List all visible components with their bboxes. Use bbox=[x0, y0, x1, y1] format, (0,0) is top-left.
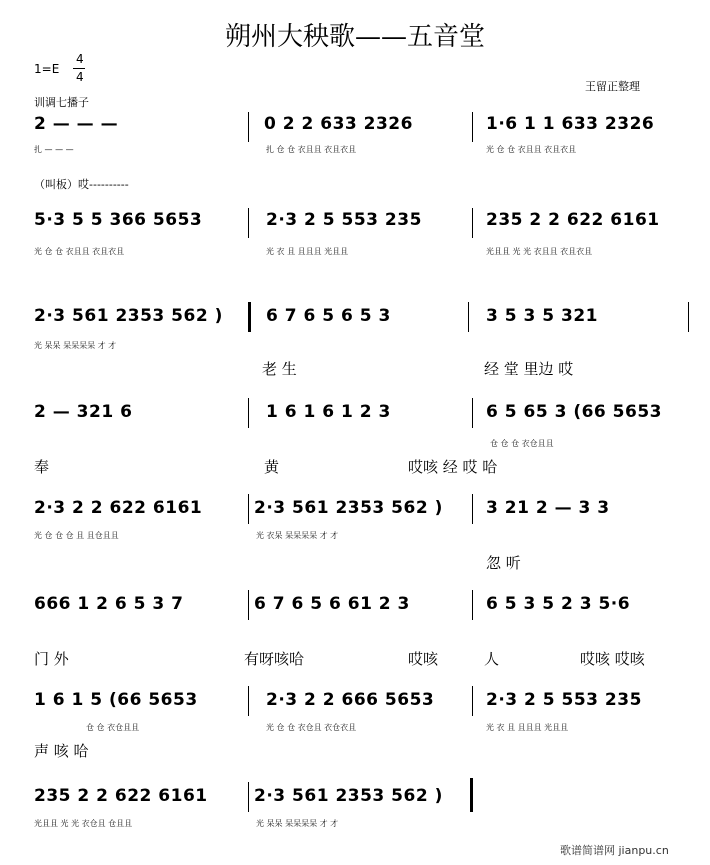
key-signature: 1=E bbox=[34, 62, 60, 76]
lyrics: 老 生 bbox=[262, 360, 297, 378]
watermark: 歌谱简谱网 jianpu.cn bbox=[560, 844, 669, 857]
measure-percussion: 光且且 光 光 衣仓且 仓且且 bbox=[34, 819, 133, 828]
lyrics: 门 外 bbox=[34, 650, 69, 668]
lyrics: 忽 听 bbox=[486, 554, 521, 572]
lyrics: 哎咳 经 哎 哈 bbox=[408, 458, 498, 476]
measure-notes: 2·3 561 2353 562 ) bbox=[254, 786, 443, 806]
lyrics: 哎咳 bbox=[408, 650, 439, 668]
measure-percussion: 光 仓 仓 仓 且 且仓且且 bbox=[34, 531, 119, 540]
time-signature-top: 4 bbox=[76, 52, 84, 66]
measure-notes: 6 7 6 5 6 61 2 3 bbox=[254, 594, 410, 614]
measure-3-percussion: 光 仓 仓 衣且且 衣且衣且 bbox=[486, 145, 577, 154]
measure-notes: 2·3 2 2 666 5653 bbox=[266, 690, 435, 710]
barline bbox=[248, 782, 249, 812]
page-title: 朔州大秧歌——五音堂 bbox=[224, 22, 485, 52]
measure-percussion: 光 衣 且 且且且 光且且 bbox=[486, 723, 569, 732]
lyrics: 人 bbox=[484, 650, 500, 668]
measure-notes: 5·3 5 5 366 5653 bbox=[34, 210, 203, 230]
measure-percussion: 光 呆呆 呆呆呆呆 才 才 bbox=[256, 819, 339, 828]
measure-notes: 6 5 65 3 (66 5653 bbox=[486, 402, 662, 422]
barline bbox=[472, 112, 473, 142]
lyrics: 经 堂 里边 哎 bbox=[484, 360, 574, 378]
barline bbox=[472, 686, 473, 716]
measure-notes: 6 5 3 5 2 3 5·6 bbox=[486, 594, 631, 614]
measure-notes: 1 6 1 5 (66 5653 bbox=[34, 690, 198, 710]
barline bbox=[468, 302, 469, 332]
barline bbox=[248, 590, 249, 620]
lyrics: 哎咳 哎咳 bbox=[580, 650, 645, 668]
measure-2-percussion: 扎 仓 仓 衣且且 衣且衣且 bbox=[266, 145, 357, 154]
measure-percussion: 仓 仓 衣仓且且 bbox=[86, 723, 140, 732]
measure-percussion: 光且且 光 光 衣且且 衣且衣且 bbox=[486, 247, 593, 256]
percussion-note: （叫板）哎---------- bbox=[34, 178, 129, 191]
measure-notes: 6 7 6 5 6 5 3 bbox=[266, 306, 391, 326]
measure-percussion: 光 仓 仓 衣且且 衣且衣且 bbox=[34, 247, 125, 256]
barline bbox=[472, 590, 473, 620]
measure-notes: 3 21 2 — 3 3 bbox=[486, 498, 610, 518]
measure-notes: 666 1 2 6 5 3 7 bbox=[34, 594, 184, 614]
barline bbox=[472, 208, 473, 238]
measure-notes: 235 2 2 622 6161 bbox=[486, 210, 660, 230]
barline bbox=[248, 112, 249, 142]
barline bbox=[472, 494, 473, 524]
arranger: 王留正整理 bbox=[585, 80, 640, 93]
measure-notes: 2·3 561 2353 562 ) bbox=[254, 498, 443, 518]
time-signature-line bbox=[73, 68, 85, 69]
measure-percussion: 光 仓 仓 衣仓且 衣仓衣且 bbox=[266, 723, 357, 732]
measure-percussion: 光 衣呆 呆呆呆呆 才 才 bbox=[256, 531, 339, 540]
repeat-end-barline bbox=[470, 778, 473, 812]
barline bbox=[248, 494, 249, 524]
measure-notes: 2·3 2 5 553 235 bbox=[266, 210, 422, 230]
repeat-start-barline bbox=[248, 302, 251, 332]
measure-notes: 2·3 2 5 553 235 bbox=[486, 690, 642, 710]
measure-2-notes: 0 2 2 633 2326 bbox=[264, 114, 413, 134]
measure-percussion: 光 呆呆 呆呆呆呆 才 才 bbox=[34, 341, 117, 350]
lyrics: 有呀咳哈 bbox=[244, 650, 305, 668]
measure-3-notes: 1·6 1 1 633 2326 bbox=[486, 114, 655, 134]
lyrics: 声 咳 哈 bbox=[34, 742, 89, 760]
tune-name: 训调七播子 bbox=[34, 96, 89, 109]
barline bbox=[248, 686, 249, 716]
measure-notes: 3 5 3 5 321 bbox=[486, 306, 598, 326]
time-signature-bottom: 4 bbox=[76, 70, 84, 84]
measure-notes: 2·3 2 2 622 6161 bbox=[34, 498, 203, 518]
measure-1-percussion: 扎 — — — bbox=[34, 145, 74, 154]
measure-percussion: 光 衣 且 且且且 光且且 bbox=[266, 247, 349, 256]
barline bbox=[472, 398, 473, 428]
measure-notes: 1 6 1 6 1 2 3 bbox=[266, 402, 391, 422]
barline bbox=[248, 398, 249, 428]
lyrics: 黄 bbox=[264, 458, 280, 476]
measure-1-notes: 2 — — — bbox=[34, 114, 119, 134]
measure-notes: 2 — 321 6 bbox=[34, 402, 133, 422]
measure-notes: 235 2 2 622 6161 bbox=[34, 786, 208, 806]
measure-notes: 2·3 561 2353 562 ) bbox=[34, 306, 223, 326]
barline bbox=[248, 208, 249, 238]
lyrics: 奉 bbox=[34, 458, 50, 476]
measure-percussion: 仓 仓 仓 衣仓且且 bbox=[490, 439, 554, 448]
barline bbox=[688, 302, 689, 332]
